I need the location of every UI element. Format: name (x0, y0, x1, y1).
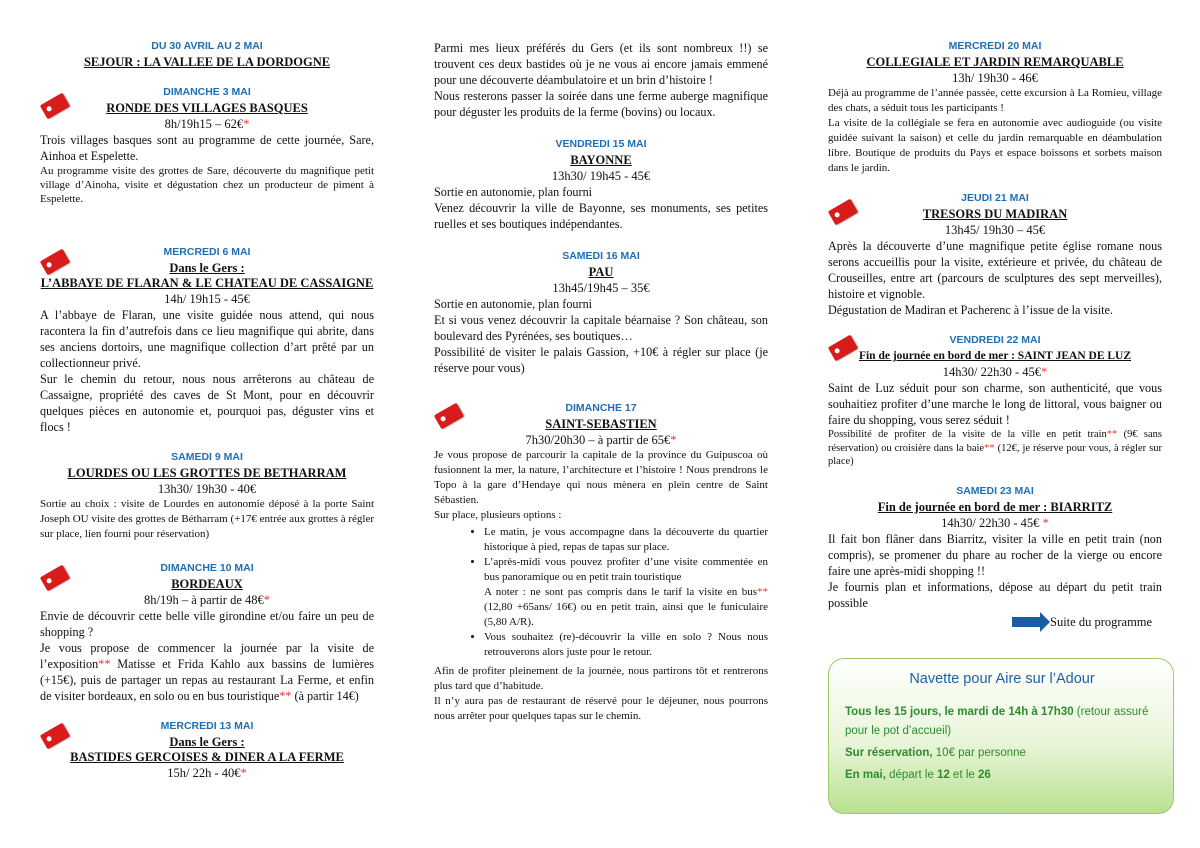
event-date: JEUDI 21 MAI (961, 192, 1029, 204)
event-lourdes (40, 451, 374, 542)
event-description: Sortie en autonomie, plan fourni (434, 297, 593, 311)
event-description: Dégustation de Madiran et Pacherenc à l’issue de la visite. (828, 303, 1113, 317)
event-description: Au programme visite des grottes de Sare, découverte du magnifique petit village d’Ainoha, visite et dégustation chez un producteur de piment à Espelette. (40, 165, 374, 205)
next-page-label: Suite du programme (1050, 614, 1153, 629)
event-saint-sebastien (434, 402, 768, 724)
event-title: TRESORS DU MADIRAN (922, 207, 1068, 221)
next-page-link[interactable] (1012, 612, 1162, 632)
event-subtitle: Dans le Gers : (169, 735, 245, 749)
event-title: RONDE DES VILLAGES BASQUES (106, 101, 308, 115)
event-description: Nous resterons passer la soirée dans une ferme auberge magnifique pour déguster les produits de la ferme (bovins) ou locaux. (434, 89, 768, 119)
event-time: 13h45/ 19h30 – 45€ (944, 223, 1046, 237)
event-time: 8h/19h15 – 62€* (164, 117, 250, 131)
event-subtitle: Dans le Gers : (169, 261, 245, 275)
event-description: Il n’y aura pas de restaurant de réservé pour le déjeuner, nous pourrons nous arrêter pour quelques tapas sur le chemin. (434, 695, 768, 722)
event-date: DIMANCHE 17 (565, 402, 637, 414)
event-title: BORDEAUX (171, 577, 243, 591)
event-time: 13h/ 19h30 - 46€ (952, 71, 1038, 85)
event-flaran (40, 246, 374, 435)
event-villages-basques (40, 86, 374, 206)
list-item: • Vous souhaitez (re)-découvrir la ville en solo ? Nous nous retrouverons alors juste pour le retour. (484, 630, 768, 660)
shuttle-title: Navette pour Aire sur l’Adour (909, 671, 1095, 687)
column-2 (434, 40, 768, 724)
event-description: La visite de la collégiale se fera en autonomie avec audioguide (ou visite guidée suivant la saison) et celle du jardin remarquable en déambulation libre. Boutique de produits du Pays et espace boissons et sorbets maison dans le jardin. (828, 117, 1162, 174)
event-description: A l’abbaye de Flaran, une visite guidée nous attend, qui nous racontera la fin d’autrefois dans ce lieu magnifique qui abrite, dans ses anciens dortoirs, une magnifique collection d’art prêté par un collectionneur privé. (40, 308, 374, 370)
event-date: DIMANCHE 3 MAI (163, 86, 251, 98)
event-title: L’ABBAYE DE FLARAN & LE CHATEAU DE CASSAIGNE (40, 276, 374, 290)
event-description: Trois villages basques sont au programme de cette journée, Sare, Ainhoa et Espelette. (40, 133, 374, 163)
event-date: MERCREDI 20 MAI (948, 40, 1042, 52)
event-date: SAMEDI 9 MAI (171, 451, 243, 463)
shuttle-frequency: Tous les 15 jours, le mardi de 14h à 17h30 (retour assuré pour le pot d’accueil) (845, 706, 1149, 737)
event-description: Déjà au programme de l’année passée, cette excursion à La Romieu, village des chats, a séduit tous les participants ! (828, 87, 1162, 114)
event-description: Sortie au choix : visite de Lourdes en autonomie déposé à la porte Saint Joseph OU visite des grottes de Bétharram (+17€ entrée aux grottes à régler sur place, lien fourni pour réservation) (40, 498, 374, 540)
event-title: Fin de journée en bord de mer : SAINT JEAN DE LUZ (858, 350, 1132, 362)
event-title: BAYONNE (570, 153, 632, 167)
column-3 (828, 40, 1162, 611)
event-dordogne (40, 40, 374, 70)
event-description: Après la découverte d’une magnifique petite église romane nous serons accueillis pour la visite, extérieure et privée, du château de Crouseilles, entre art (parcours de sculptures des sept merveilles), histoire et vignoble. (828, 239, 1162, 301)
event-title: SAINT-SEBASTIEN (545, 417, 657, 431)
event-description: Je fournis plan et informations, dépose au départ du petit train possible (828, 579, 1162, 610)
event-description: Envie de découvrir cette belle ville girondine et/ou faire un peu de shopping ? (40, 609, 374, 639)
event-date: VENDREDI 22 MAI (949, 334, 1041, 346)
event-description: Venez découvrir la ville de Bayonne, ses monuments, ses petites ruelles et ses boutiques indépendantes. (434, 201, 768, 231)
event-biarritz (828, 485, 1162, 611)
event-time: 7h30/20h30 – à partir de 65€* (525, 433, 677, 447)
column-1 (40, 40, 374, 781)
event-description: Afin de profiter pleinement de la journée, nous partirons tôt et rentrerons plus tard que d’habitude. (434, 665, 768, 692)
event-description: Possibilité de visiter le palais Gassion, +10€ à régler sur place (je réserve pour vous) (434, 345, 768, 375)
event-bastides (40, 720, 374, 781)
event-description: Et si vous venez découvrir la capitale béarnaise ? Son château, son boulevard des Pyrénées, ses boutiques… (434, 313, 768, 343)
event-title: BASTIDES GERCOISES & DINER A LA FERME (70, 750, 344, 764)
event-description: Sur place, plusieurs options : (434, 509, 562, 521)
event-bayonne (434, 138, 768, 232)
event-description: Je vous propose de commencer la journée par la visite de l’exposition** Matisse et Frida Kahlo aux bassins de lumières (+15€), puis de partager un repas au restaurant La Ferme, et enfin de visiter bordeaux, en solo ou en bus touristique** (à partir 14€) (40, 641, 374, 703)
event-date: DU 30 AVRIL AU 2 MAI (151, 40, 263, 52)
event-description: Sortie en autonomie, plan fourni (434, 185, 593, 199)
event-title: LOURDES OU LES GROTTES DE BETHARRAM (67, 466, 347, 480)
event-time: 15h/ 22h - 40€* (167, 766, 247, 780)
event-date: DIMANCHE 10 MAI (160, 562, 254, 574)
event-time: 13h30/ 19h45 - 45€ (551, 169, 651, 183)
event-date: SAMEDI 16 MAI (562, 250, 640, 262)
event-description: Je vous propose de parcourir la capitale de la province du Guipuscoa où fusionnent la mer, la nature, l’architecture et l’histoire ! Nous prendrons le Topo à la gare d’Hendaye qui nous mènera en plein centre de Saint Sébastien. (434, 449, 768, 506)
event-time: 14h30/ 22h30 - 45€* (942, 365, 1048, 379)
event-madiran (828, 192, 1162, 318)
list-item: • Le matin, je vous accompagne dans la découverte du quartier historique à pied, repas de tapas sur place. (484, 525, 768, 555)
event-description: Parmi mes lieux préférés du Gers (et ils sont nombreux !!) se trouvent ces deux bastides où je ne vous ai encore jamais emmené pour une découverte déambulatoire et un brin d’histoire ! (434, 41, 768, 87)
event-time: 8h/19h – à partir de 48€* (143, 593, 270, 607)
event-collegiale (828, 40, 1162, 176)
event-pau (434, 250, 768, 376)
event-title: SEJOUR : LA VALLEE DE LA DORDOGNE (83, 55, 331, 69)
event-description: Sur le chemin du retour, nous nous arrêterons au château de Cassaigne, propriété des caves de St Mont, pour en découvrir quelques pièces en autonomie et, pourquoi pas, déguster vins et flocs ! (40, 372, 374, 434)
event-time: 14h/ 19h15 - 45€ (164, 292, 250, 306)
event-date: MERCREDI 6 MAI (163, 246, 251, 258)
event-bordeaux (40, 562, 374, 704)
event-time: 13h30/ 19h30 - 40€ (157, 482, 257, 496)
event-description: Il fait bon flâner dans Biarritz, visiter la ville en petit train (non compris), se promener du phare au rocher de la vierge ou encore faire une après-midi shopping !! (828, 531, 1162, 578)
event-title: PAU (588, 265, 614, 279)
event-date: MERCREDI 13 MAI (160, 720, 254, 732)
shuttle-booking: Sur réservation, 10€ par personne (845, 747, 1026, 759)
options-list (434, 525, 768, 660)
event-title: COLLEGIALE ET JARDIN REMARQUABLE (866, 55, 1124, 69)
event-description: Saint de Luz séduit pour son charme, son authenticité, que vous souhaitiez profiter d’une marche le long de littoral, vous baigner ou faire du shopping, vous serez séduit ! (828, 381, 1162, 427)
event-date: VENDREDI 15 MAI (555, 138, 647, 150)
event-saint-jean-de-luz (828, 334, 1162, 469)
event-title: Fin de journée en bord de mer : BIARRITZ (877, 499, 1113, 514)
event-date: SAMEDI 23 MAI (956, 484, 1034, 497)
event-time: 14h30/ 22h30 - 45€ * (941, 515, 1049, 530)
shuttle-dates: En mai, départ le 12 et le 26 (845, 769, 991, 781)
list-item: • L’après-midi vous pouvez profiter d’une visite commentée en bus panoramique ou en petit train touristique A noter : ne sont pas compris dans le tarif la visite en bus** (12,80 +65ans/ 16€) ou en petit train, ainsi que le funiculaire (5,80 A/R). (484, 555, 768, 630)
arrow-right-icon (1012, 617, 1040, 627)
event-description: Possibilité de profiter de la visite de la ville en petit train** (9€ sans réservation) ou croisière dans la baie** (12€, je réserve pour vous, à régler sur place) (828, 429, 1162, 467)
shuttle-info-box (828, 658, 1174, 814)
event-time: 13h45/19h45 – 35€ (552, 281, 650, 295)
